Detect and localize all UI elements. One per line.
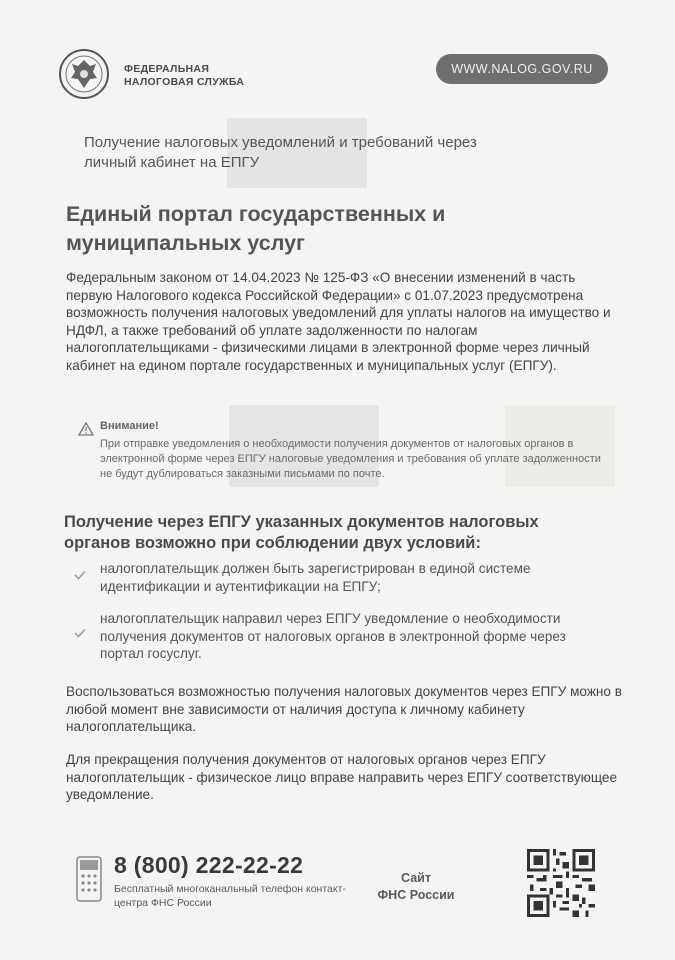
warning-text: При отправке уведомления о необходимости получения документов от налоговых органов в электронной форме через ЕПГУ налоговые уведомления и требования об уплате задолженности не будут дублироваться заказными письмами по почте. (100, 438, 601, 480)
warning-icon (78, 422, 94, 436)
fns-emblem-icon (58, 48, 110, 100)
brand-name (124, 63, 244, 89)
phone-number[interactable]: 8 (800) 222-22-22 (114, 852, 304, 878)
site-label (366, 870, 466, 904)
site-label-line-1: Сайт (401, 871, 431, 885)
condition-item: налогоплательщик должен быть зарегистрирован в единой системе идентификации и аутентификации на ЕПГУ; (100, 561, 531, 594)
site-label-line-2: ФНС России (377, 888, 455, 902)
phone-icon (76, 856, 102, 902)
page-subtitle: Получение налоговых уведомлений и требований через личный кабинет на ЕПГУ (84, 134, 477, 171)
check-icon (74, 570, 86, 580)
qr-code-icon[interactable] (527, 849, 595, 917)
conditions-title: Получение через ЕПГУ указанных документов налоговых органов возможно при соблюдении двух условий: (64, 513, 539, 552)
page-title: Единый портал государственных и муниципальных услуг (66, 202, 446, 255)
brand-line-2: НАЛОГОВАЯ СЛУЖБА (124, 76, 245, 88)
check-icon (74, 628, 86, 638)
site-url-badge[interactable]: WWW.NALOG.GOV.RU (436, 54, 608, 84)
brand-line-1: ФЕДЕРАЛЬНАЯ (124, 63, 210, 75)
intro-paragraph: Федеральным законом от 14.04.2023 № 125-ФЗ «О внесении изменений в часть первую Налогового кодекса Российской Федерации» с 01.07.2023 предусмотрена возможность получения налоговых уведомлений для уплаты налогов на имущество и НДФЛ, а также требований об уплате задолженности по налогам налогоплательщиками - физическими лицами в электронной форме через личный кабинет на едином портале государственных и муниципальных услуг (ЕПГУ). (66, 270, 611, 373)
warning-title: Внимание! (100, 420, 159, 432)
phone-note: Бесплатный многоканальный телефон контакт-центра ФНС России (114, 883, 346, 909)
paragraph-cancel: Для прекращения получения документов от налоговых органов через ЕПГУ налогоплательщик - физическое лицо вправе направить через ЕПГУ соответствующее уведомление. (66, 752, 618, 803)
paragraph-access: Воспользоваться возможностью получения налоговых документов через ЕПГУ можно в любой момент вне зависимости от наличия доступа к личному кабинету налогоплательщика. (66, 684, 622, 735)
condition-item: налогоплательщик направил через ЕПГУ уведомление о необходимости получения документов от налоговых органов в электронной форме через портал госуслуг. (100, 611, 566, 661)
